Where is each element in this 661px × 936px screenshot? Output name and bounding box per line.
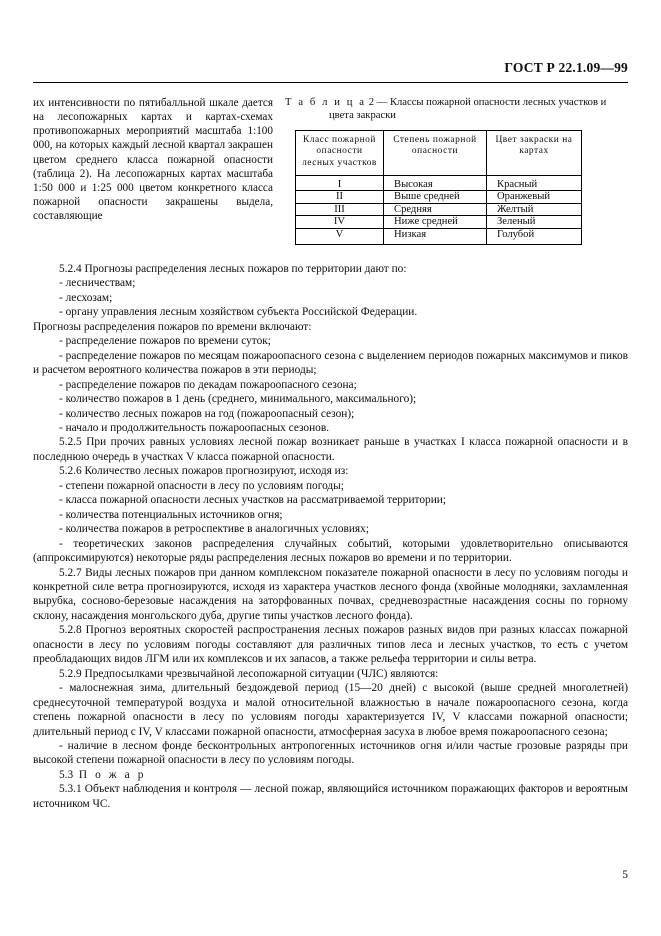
column-header-class: Класс пожарной опасности лесных участков <box>296 130 384 175</box>
cell-class: IV <box>296 216 384 229</box>
clause-5-2-4: 5.2.4 Прогнозы распределения лесных пожаров по территории дают по: <box>59 263 407 275</box>
fire-hazard-class-table <box>295 130 582 245</box>
page-number: 5 <box>622 869 628 881</box>
cell-degree: Ниже средней <box>384 216 487 229</box>
section-number: 5.3 <box>59 768 74 781</box>
list-item-leskhozam: - лесхозам; <box>59 291 113 304</box>
clause-5-2-5: 5.2.5 При прочих равных условиях лесной пожар возникает раньше в участках I класса пожарной опасности и в последнюю очередь в участках V класса пожарной опасности. <box>33 436 628 463</box>
table-block <box>285 96 628 245</box>
table-header-row <box>296 130 582 175</box>
header-rule <box>33 82 628 83</box>
clause-5-2-7: 5.2.7 Виды лесных пожаров при данном комплексном показателе пожарной опасности в лесу по условиям погоды и конкретной силе ветра прогнозируются, исходя из характера участков лесного фонда (хвойные молодняки, захламленная вырубка, сосново-березовые насаждения на заторфованных почвах, средневозрастные насаждения сосны по горному склону, насаждения монгольского дуба, другие типы участков лесного фонда). <box>33 566 628 622</box>
table-caption <box>285 96 628 123</box>
table-caption-dash: — <box>376 97 388 108</box>
cell-class: V <box>296 228 384 244</box>
table-row <box>296 191 582 204</box>
cell-degree: Выше средней <box>384 191 487 204</box>
cell-degree: Средняя <box>384 203 487 216</box>
list-item-retrospective: - количества пожаров в ретроспективе в аналогичных условиях; <box>59 523 369 536</box>
clause-5-2-6: 5.2.6 Количество лесных пожаров прогнозируют, исходя из: <box>59 465 349 478</box>
list-item-class-territory: - класса пожарной опасности лесных участков на рассматриваемой территории; <box>59 494 446 507</box>
table-row <box>296 228 582 244</box>
list-item-degree-weather: - степени пожарной опасности в лесу по условиям погоды; <box>59 479 344 492</box>
list-item-by-month: - распределение пожаров по месяцам пожароопасного сезона с выделением периодов пожарных максимумов и пиков и расчетом вероятного количества пожаров в эти периоды; <box>33 349 628 377</box>
clause-5-2-8: 5.2.8 Прогноз вероятных скоростей распространения лесных пожаров разных видов при разных классах пожарной опасности в лесу по условиям погоды составляют для различных типов леса и лесных участков, то есть с учетом преобладающих видов ЛГМ или их комплексов и их запасов, а также рельефа территории и силы ветра. <box>33 624 628 666</box>
list-item-time-of-day: - распределение пожаров по времени суток; <box>59 335 271 348</box>
cell-class: I <box>296 175 384 191</box>
table-body <box>296 175 582 244</box>
list-item-snowless-winter: - малоснежная зима, длительный бездождевой период (15—20 дней) с высокой (выше средней многолетней) среднесуточной температурой воздуха и малой относительной влажностью в начале пожароопасного сезона, когда степень пожарной опасности в лесу по условиям погоды характеризуется IV, V классами пожарной опасности; длительный период с IV, V классами пожарной опасности, атмосферная засуха в любое время пожароопасного сезона; <box>33 682 628 738</box>
list-item-organ: - органу управления лесным хозяйством субъекта Российской Федерации. <box>59 306 418 319</box>
cell-degree: Низкая <box>384 228 487 244</box>
section-5-3-heading <box>33 768 628 782</box>
cell-class: II <box>296 191 384 204</box>
list-item-ignition-sources: - количества потенциальных источников огня; <box>59 508 283 521</box>
column-header-degree: Степень пожарной опасности <box>384 130 487 175</box>
clause-5-2-9: 5.2.9 Предпосылками чрезвычайной лесопожарной ситуации (ЧЛС) являются: <box>59 667 439 680</box>
table-caption-number: 2 <box>368 97 375 108</box>
table-head <box>296 130 582 175</box>
list-item-per-day: - количество пожаров в 1 день (среднего, минимального, максимального); <box>59 393 417 406</box>
paragraph-time-intro: Прогнозы распределения пожаров по времени включают: <box>33 320 312 333</box>
list-item-per-year: - количество лесных пожаров на год (пожароопасный сезон); <box>59 407 355 420</box>
cell-color: Красный <box>487 175 582 191</box>
list-item-lesnichestvam: - лесничествам; <box>59 277 136 290</box>
cell-color: Зеленый <box>487 216 582 229</box>
clause-5-3-1: 5.3.1 Объект наблюдения и контроля — лесной пожар, являющийся источником поражающих факторов и вероятным источником ЧС. <box>33 783 628 810</box>
table-row <box>296 203 582 216</box>
cell-degree: Высокая <box>384 175 487 191</box>
main-body-text <box>33 262 628 811</box>
table-caption-label: Т а б л и ц а <box>285 97 367 108</box>
list-item-theoretical-laws: - теоретических законов распределения случайных событий, которыми удовлетворительно описываются (аппроксимируются) некоторые ряды распределения лесных пожаров во времени и по территории. <box>33 537 628 565</box>
section-title: П о ж а р <box>78 768 147 781</box>
table-row <box>296 175 582 191</box>
column-header-color: Цвет закраски на картах <box>487 130 582 175</box>
table-caption-line1: Классы пожарной опасности лесных участков и <box>389 97 607 108</box>
table-caption-line2: цвета закраски <box>329 110 396 122</box>
cell-color: Голубой <box>487 228 582 244</box>
cell-class: III <box>296 203 384 216</box>
list-item-anthropogenic: - наличие в лесном фонде бесконтрольных антропогенных источников огня и/или частые грозовые разряды при высокой степени пожарной опасности в лесу по условиям погоды. <box>33 739 628 767</box>
page-header <box>33 60 628 84</box>
standard-designation: ГОСТ Р 22.1.09—99 <box>504 60 628 75</box>
cell-color: Оранжевый <box>487 191 582 204</box>
cell-color: Желтый <box>487 203 582 216</box>
table-row <box>296 216 582 229</box>
list-item-season-start: - начало и продолжительность пожароопасных сезонов. <box>59 421 330 434</box>
list-item-by-decade: - распределение пожаров по декадам пожароопасного сезона; <box>59 378 357 391</box>
left-text-column <box>33 96 273 223</box>
left-column-paragraph: их интенсивности по пятибалльной шкале дается на лесопожарных картах и картах-схемах противопожарных мероприятий масштаба 1:100 000, на которых каждый лесной квартал закрашен цветом среднего класса пожарной опасности (таблица 2). На лесопожарных картах масштаба 1:50 000 и 1:25 000 цветом конкретного класса пожарной опасности закрашены выдела, составляющие <box>33 97 273 223</box>
